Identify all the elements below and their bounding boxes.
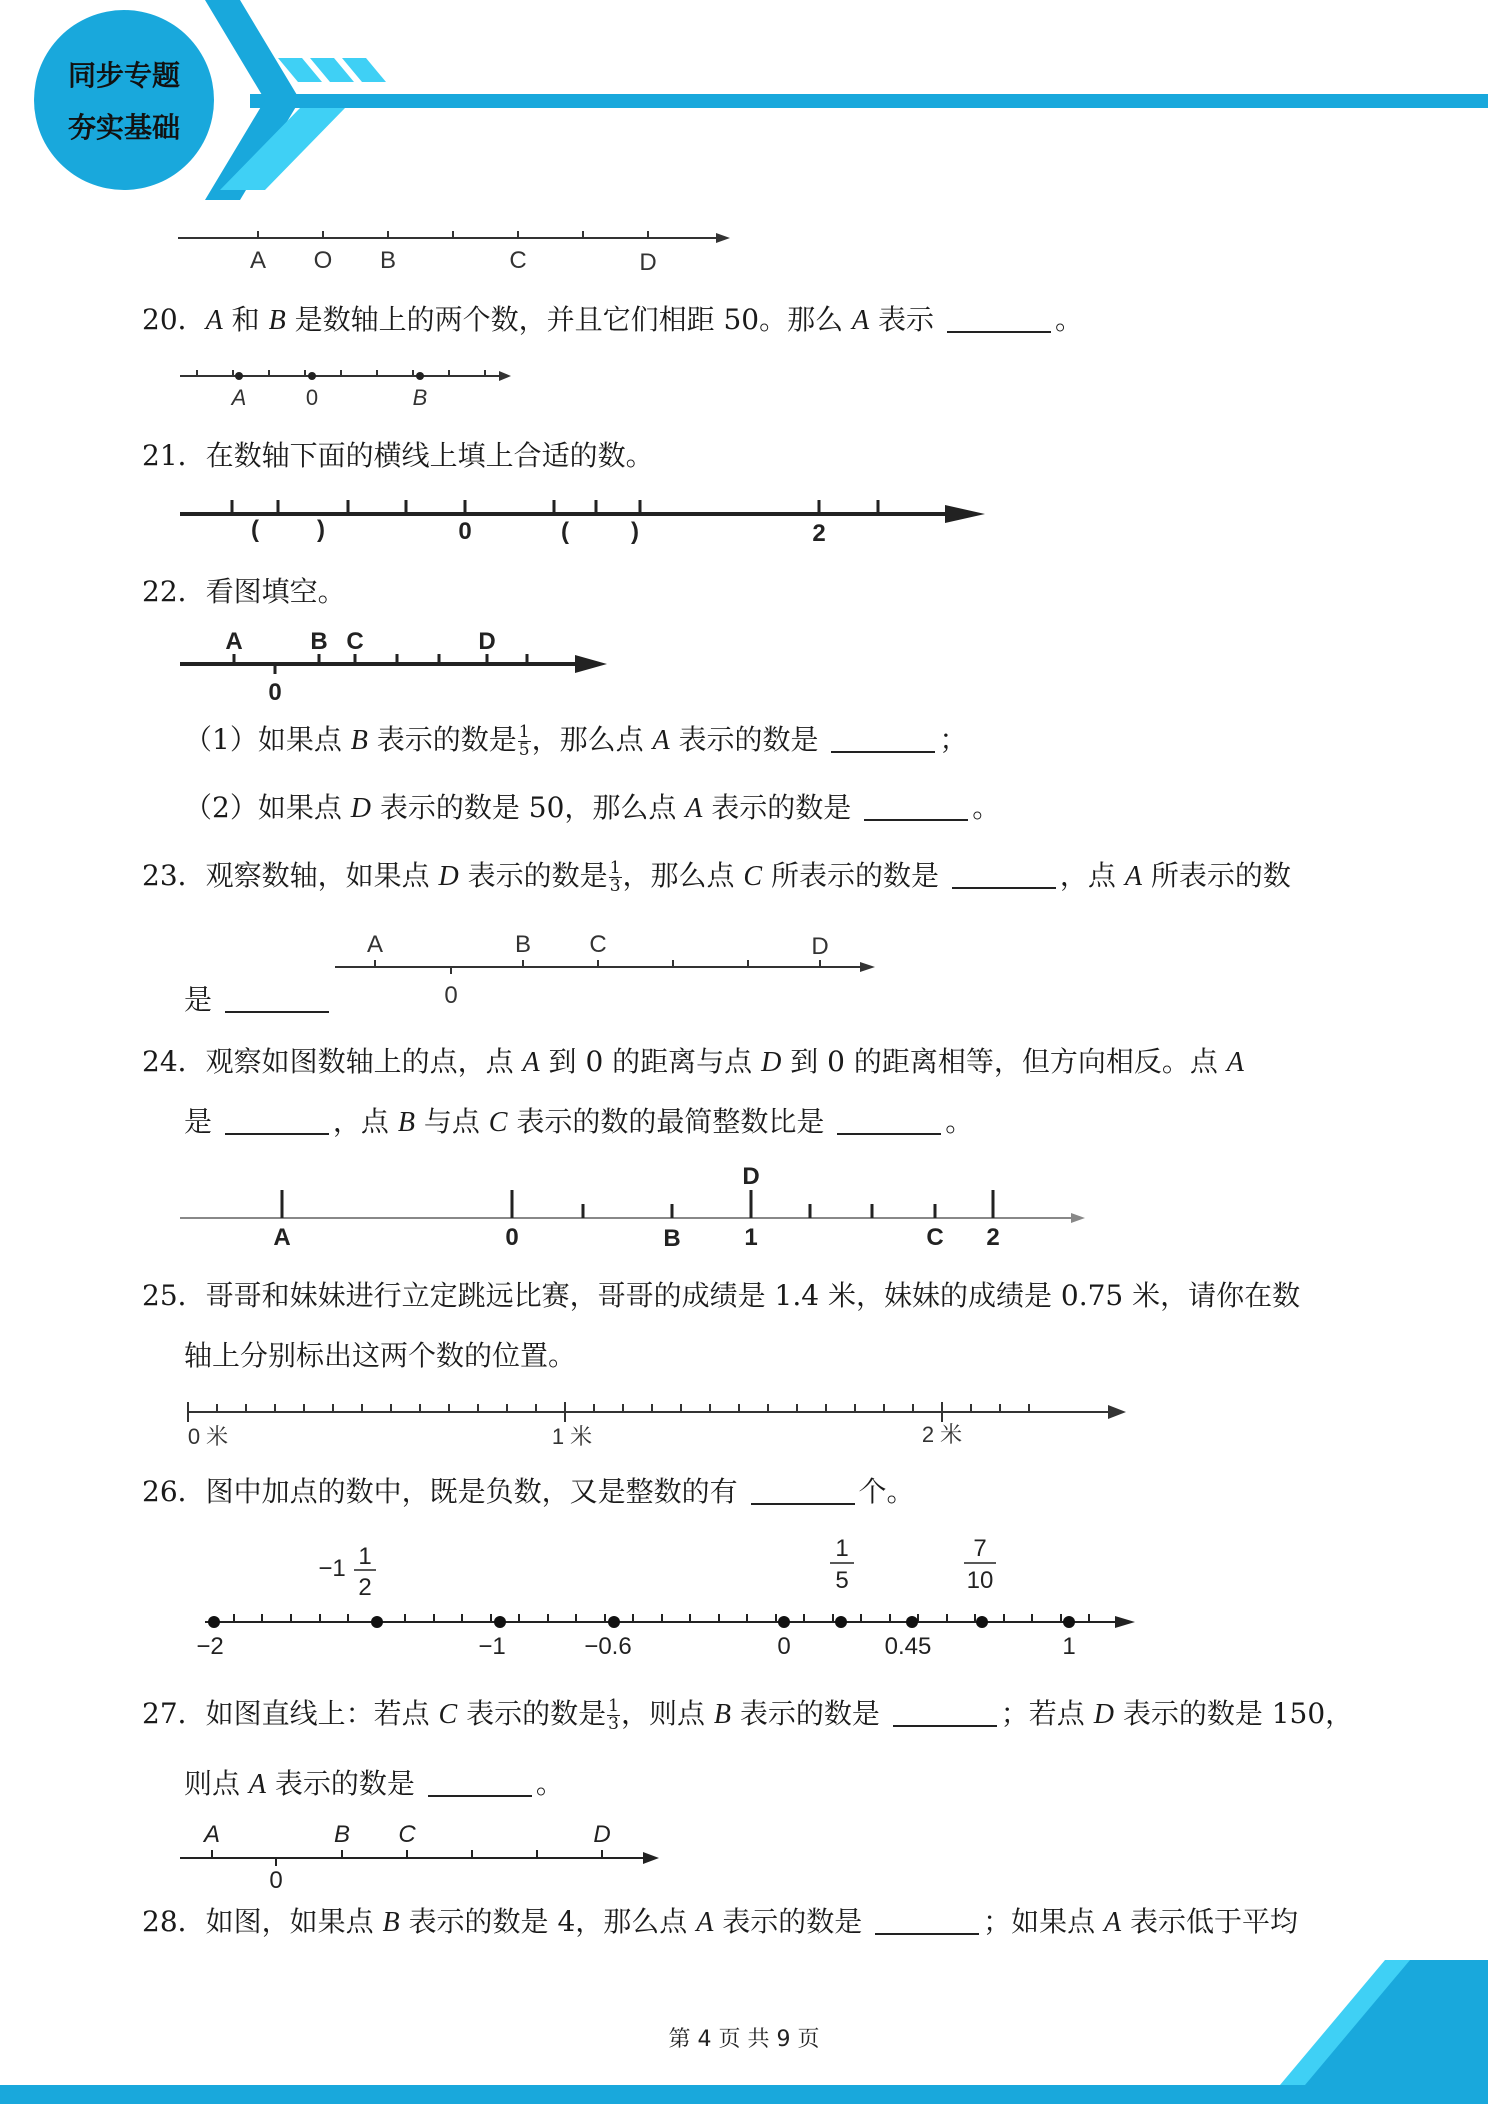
question-22-part-2: （2）如果点 D 表示的数是 50，那么点 A 表示的数是 。 bbox=[184, 791, 1001, 824]
question-28: 28．如图，如果点 B 表示的数是 4，那么点 A 表示的数是 ；如果点 A 表示低于平均 bbox=[142, 1905, 1299, 1938]
q23-label: A bbox=[366, 931, 384, 958]
question-20: 20．A 和 B 是数轴上的两个数，并且它们相距 50。那么 A 表示 。 bbox=[142, 303, 1083, 336]
header-badge bbox=[34, 50, 214, 154]
q23-label: B bbox=[514, 931, 532, 958]
q24-label: 1 bbox=[744, 1224, 758, 1251]
q22-label: 0 bbox=[268, 679, 282, 702]
q21-label: 2 bbox=[812, 520, 826, 547]
q27-label: B bbox=[333, 1821, 351, 1848]
q19-label: C bbox=[509, 247, 527, 274]
q26-label: −1 bbox=[478, 1633, 506, 1660]
q26-frac-num: 7 bbox=[973, 1535, 987, 1562]
q24-label: D bbox=[742, 1163, 760, 1190]
q25-number-line bbox=[180, 1394, 1130, 1450]
q23-label: D bbox=[811, 933, 829, 960]
answer-blank[interactable] bbox=[864, 791, 968, 821]
q19-label: D bbox=[639, 249, 657, 275]
question-23: 23．观察数轴，如果点 D 表示的数是 $\frac{1}{3}$ ，那么点 C 所表示的数是 ，点 A 所表示的数 bbox=[142, 858, 1291, 896]
q26-frac-den: 10 bbox=[966, 1567, 994, 1594]
q22-number-line bbox=[175, 622, 615, 702]
q22-label: A bbox=[225, 628, 243, 655]
q22-label: B bbox=[310, 628, 328, 655]
q19-label: O bbox=[313, 247, 333, 274]
q26-frac-num: 1 bbox=[835, 1535, 849, 1562]
q24-label: 2 bbox=[986, 1224, 1000, 1251]
q27-label: 0 bbox=[269, 1867, 283, 1892]
question-25: 25．哥哥和妹妹进行立定跳远比赛，哥哥的成绩是 1.4 米，妹妹的成绩是 0.75 米，请你在数 bbox=[142, 1279, 1301, 1312]
q22-label: D bbox=[478, 628, 496, 655]
answer-blank[interactable] bbox=[831, 723, 935, 753]
question-24: 24．观察如图数轴上的点，点 A 到 0 的距离与点 D 到 0 的距离相等，但方向相反。点 A bbox=[142, 1045, 1244, 1078]
badge-line1: 同步专题 bbox=[67, 59, 180, 92]
q26-label: −2 bbox=[196, 1633, 224, 1660]
q26-frac-num: 1 bbox=[358, 1543, 372, 1570]
question-27: 27．如图直线上：若点 C 表示的数是 $\frac{1}{3}$ ，则点 B 表示的数是 ；若点 D 表示的数是 150， bbox=[142, 1696, 1354, 1734]
fraction: $\frac{1}{3}$ bbox=[609, 858, 621, 896]
answer-blank[interactable] bbox=[428, 1767, 532, 1797]
q24-label: B bbox=[663, 1225, 681, 1252]
q26-frac-den: 5 bbox=[835, 1567, 849, 1594]
q21-label: ) bbox=[631, 518, 639, 545]
page-number: 第 4 页 共 9 页 bbox=[668, 2027, 820, 2052]
q22-label: C bbox=[346, 628, 364, 655]
q26-label: 0 bbox=[777, 1633, 791, 1660]
q20-label: 0 bbox=[305, 385, 319, 410]
question-25-line-2: 轴上分别标出这两个数的位置。 bbox=[184, 1339, 577, 1372]
q19-label: B bbox=[379, 247, 397, 274]
q23-label: C bbox=[589, 931, 607, 958]
q21-label: ( bbox=[561, 518, 569, 545]
q23-number-line bbox=[330, 925, 880, 1010]
answer-blank[interactable] bbox=[751, 1475, 855, 1505]
fraction: $\frac{1}{5}$ bbox=[518, 722, 530, 760]
q24-number-line bbox=[175, 1160, 1095, 1255]
question-22-part-1: （1）如果点 B 表示的数是 $\frac{1}{5}$ ，那么点 A 表示的数是 ； bbox=[184, 722, 968, 760]
q20-number-line bbox=[175, 362, 515, 412]
q26-label: −0.6 bbox=[584, 1633, 632, 1660]
answer-blank[interactable] bbox=[952, 859, 1056, 889]
answer-blank[interactable] bbox=[893, 1697, 997, 1727]
question-24-line-2: 是 ，点 B 与点 C 表示的数的最简整数比是 。 bbox=[184, 1105, 974, 1138]
question-22: 22．看图填空。 bbox=[142, 575, 346, 608]
header-banner bbox=[0, 0, 1488, 200]
question-23-line-2: 是 bbox=[184, 980, 333, 1020]
q19-number-line bbox=[170, 225, 740, 275]
q24-label: A bbox=[273, 1224, 291, 1251]
fraction: $\frac{1}{3}$ bbox=[608, 1696, 619, 1734]
q27-number-line bbox=[175, 1812, 665, 1892]
q20-label: A bbox=[231, 385, 247, 410]
q26-label: 1 bbox=[1062, 1633, 1076, 1660]
q26-mixed-whole: −1 bbox=[318, 1555, 346, 1582]
answer-blank[interactable] bbox=[225, 983, 329, 1013]
q24-label: C bbox=[926, 1224, 944, 1251]
question-27-line-2: 则点 A 表示的数是 。 bbox=[184, 1767, 564, 1800]
answer-blank[interactable] bbox=[947, 303, 1051, 333]
q21-label: ( bbox=[251, 516, 259, 543]
q24-label: 0 bbox=[505, 1224, 519, 1251]
q27-label: A bbox=[203, 1821, 221, 1848]
q21-label: ) bbox=[317, 516, 325, 543]
q21-number-line bbox=[175, 495, 995, 555]
question-26: 26．图中加点的数中，既是负数，又是整数的有 个。 bbox=[142, 1475, 915, 1508]
q19-label: A bbox=[249, 247, 267, 274]
q20-label: B bbox=[412, 385, 428, 410]
question-21: 21．在数轴下面的横线上填上合适的数。 bbox=[142, 439, 654, 472]
q25-label: 1 米 bbox=[551, 1424, 593, 1449]
q26-label: 0.45 bbox=[884, 1633, 932, 1660]
q25-label: 0 米 bbox=[187, 1424, 229, 1449]
q26-number-line bbox=[180, 1530, 1140, 1670]
q21-label: 0 bbox=[458, 518, 472, 545]
answer-blank[interactable] bbox=[225, 1105, 329, 1135]
q27-label: D bbox=[593, 1821, 611, 1848]
q25-label: 2 米 bbox=[921, 1422, 963, 1447]
badge-line2: 夯实基础 bbox=[67, 111, 180, 144]
answer-blank[interactable] bbox=[837, 1105, 941, 1135]
answer-blank[interactable] bbox=[875, 1905, 979, 1935]
q27-label: C bbox=[398, 1821, 416, 1848]
q23-label: 0 bbox=[444, 982, 458, 1009]
q26-frac-den: 2 bbox=[358, 1574, 372, 1601]
